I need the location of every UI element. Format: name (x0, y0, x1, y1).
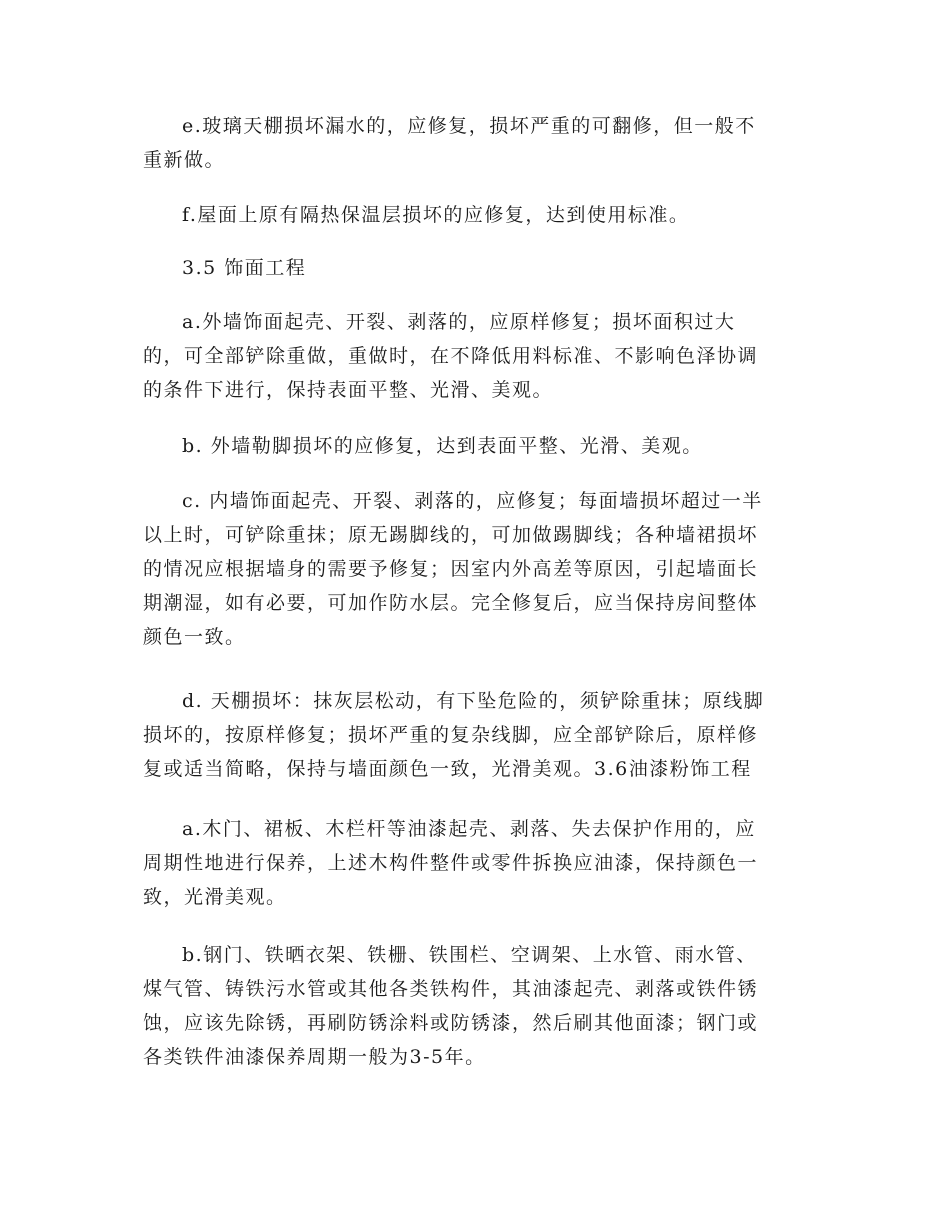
paragraph-line: e.玻璃天棚损坏漏水的，应修复，损坏严重的可翻修，但一般不 (182, 115, 756, 137)
paragraph-line: b. 外墙勒脚损坏的应修复，达到表面平整、光滑、美观。 (182, 435, 703, 457)
paragraph-line: 周期性地进行保养，上述木构件整件或零件拆换应油漆，保持颜色一 (143, 852, 759, 874)
section-heading-3-5 (143, 251, 813, 285)
paragraph-line: 致，光滑美观。 (143, 886, 287, 908)
paragraph-line: 损坏的，按原样修复；损坏严重的复杂线脚，应全部铲除后，原样修 (143, 724, 759, 746)
paragraph-f-roof-insulation (143, 198, 813, 232)
paragraph-b-steel-painting (143, 938, 813, 1074)
paragraph-line: 各类铁件油漆保养周期一般为3-5年。 (143, 1046, 486, 1068)
paragraph-line: 颜色一致。 (143, 626, 246, 648)
paragraph-line: 煤气管、铸铁污水管或其他各类铁构件，其油漆起壳、剥落或铁件锈 (143, 978, 759, 1000)
paragraph-d-ceiling-damage (143, 684, 813, 786)
paragraph-line: 蚀，应该先除锈，再刷防锈涂料或防锈漆，然后刷其他面漆；钢门或 (143, 1012, 759, 1034)
paragraph-line: 期潮湿，如有必要，可加作防水层。完全修复后，应当保持房间整体 (143, 592, 759, 614)
paragraph-line: 的情况应根据墙身的需要予修复；因室内外高差等原因，引起墙面长 (143, 558, 759, 580)
paragraph-line: c. 内墙饰面起壳、开裂、剥落的，应修复；每面墙损坏超过一半 (182, 490, 763, 512)
paragraph-line: 的条件下进行，保持表面平整、光滑、美观。 (143, 379, 554, 401)
paragraph-line: a.木门、裙板、木栏杆等油漆起壳、剥落、失去保护作用的，应 (182, 818, 756, 840)
paragraph-line: 的，可全部铲除重做，重做时，在不降低用料标准、不影响色泽协调 (143, 345, 759, 367)
paragraph-a-exterior-wall-finish (143, 305, 813, 407)
paragraph-c-interior-wall-finish (143, 484, 813, 654)
paragraph-line: f.屋面上原有隔热保温层损坏的应修复，达到使用标准。 (182, 204, 690, 226)
paragraph-line: 重新做。 (143, 149, 226, 171)
paragraph-line: b.钢门、铁晒衣架、铁栅、铁围栏、空调架、上水管、雨水管、 (182, 944, 757, 966)
paragraph-line: a.外墙饰面起壳、开裂、剥落的，应原样修复；损坏面积过大 (182, 311, 736, 333)
paragraph-b-exterior-plinth (143, 429, 813, 463)
section-heading-text: 3.5 饰面工程 (182, 257, 307, 279)
paragraph-line: d. 天棚损坏：抹灰层松动，有下坠危险的，须铲除重抹；原线脚 (182, 690, 765, 712)
paragraph-a-wood-painting (143, 812, 813, 914)
paragraph-e-glass-ceiling (143, 109, 813, 177)
paragraph-line: 复或适当简略，保持与墙面颜色一致，光滑美观。3.6油漆粉饰工程 (143, 758, 752, 780)
paragraph-line: 以上时，可铲除重抹；原无踢脚线的，可加做踢脚线；各种墙裙损坏 (143, 524, 759, 546)
